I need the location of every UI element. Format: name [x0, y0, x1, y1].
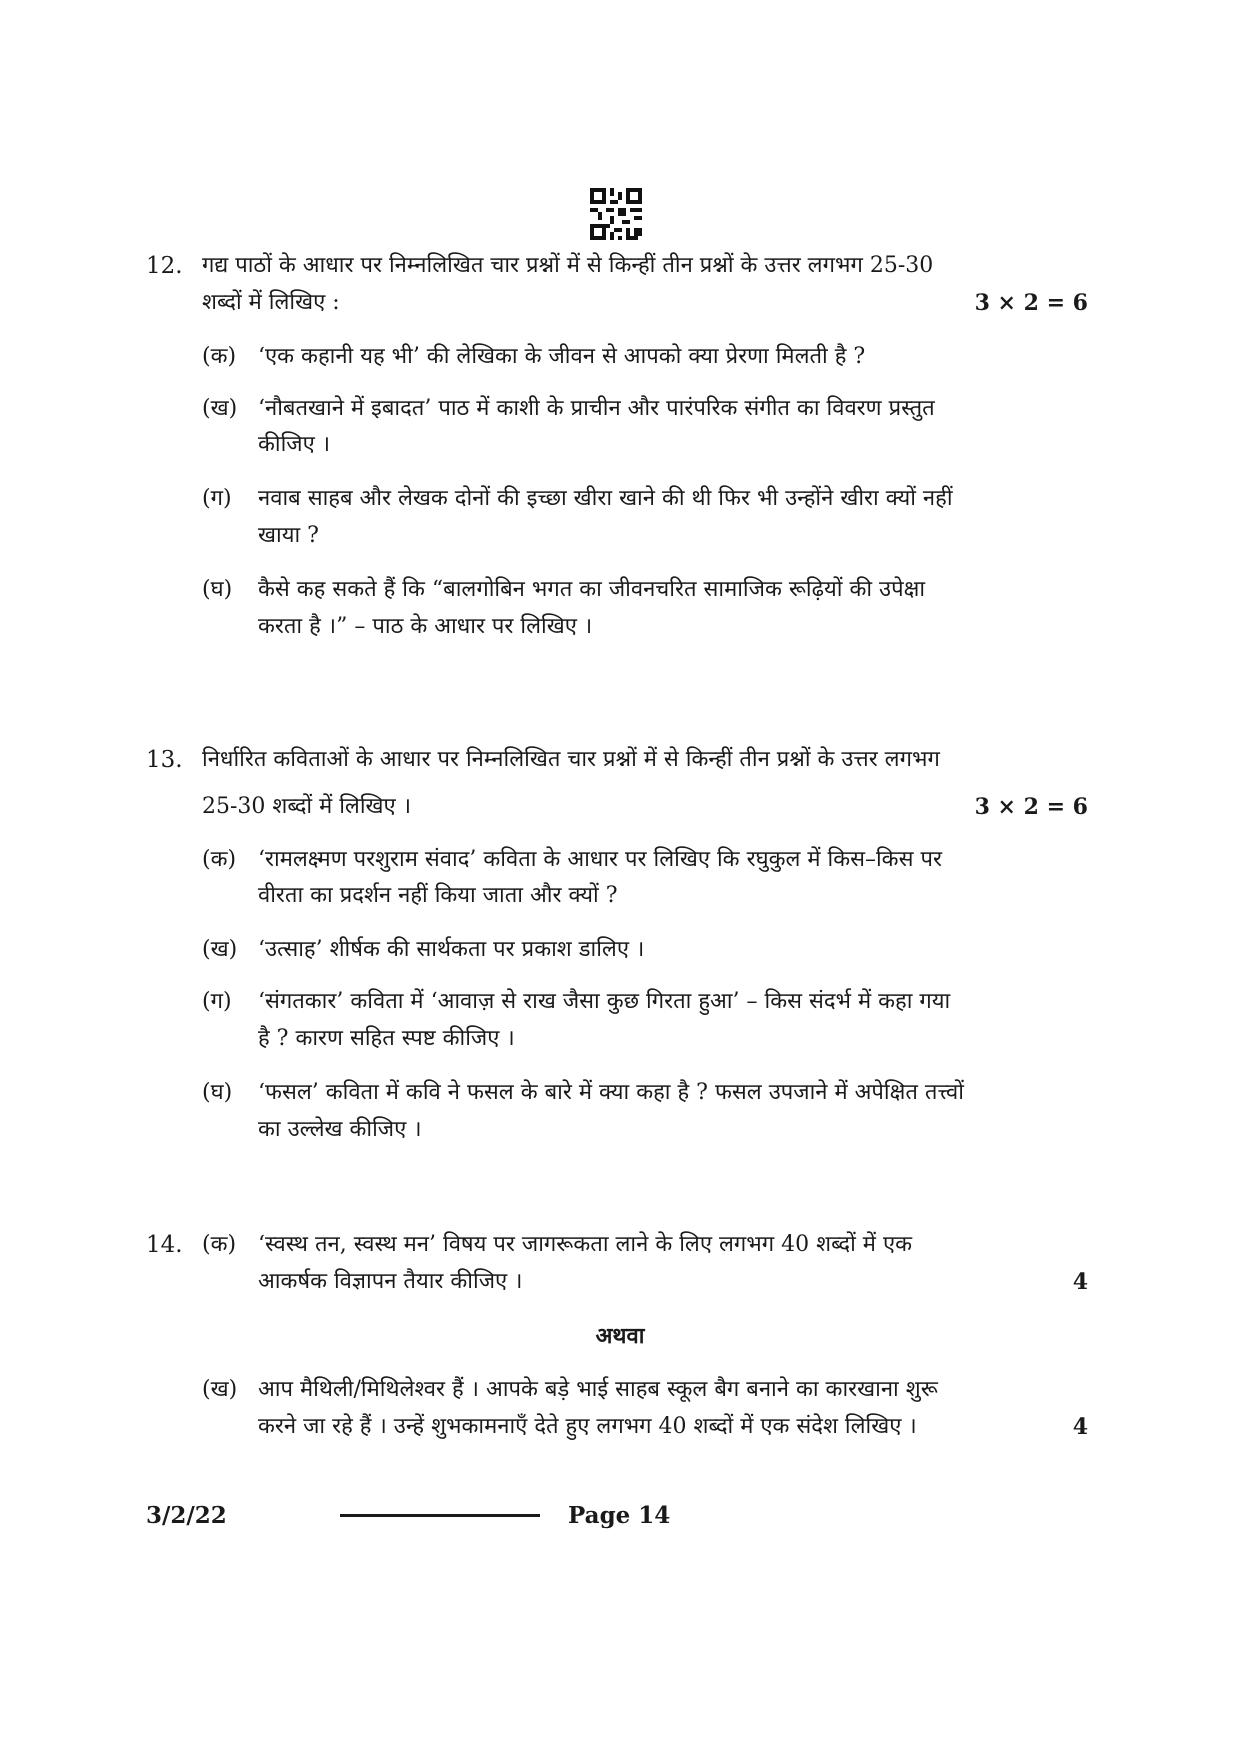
marks-label: 4: [1072, 1414, 1088, 1440]
sub-question-text: आप मैथिली/मिथिलेश्वर हैं । आपके बड़े भाई साहब स्कूल बैग बनाने का कारखाना शुरू: [258, 1377, 938, 1402]
sub-question-text: ‘एक कहानी यह भी’ की लेखिका के जीवन से आपको क्या प्रेरणा मिलती है ?: [258, 344, 866, 369]
marks-label: 3 × 2 = 6: [974, 794, 1088, 820]
sub-question-text: वीरता का प्रदर्शन नहीं किया जाता और क्यों ?: [258, 883, 618, 908]
sub-question-text: करता है ।” – पाठ के आधार पर लिखिए ।: [258, 614, 593, 639]
sub-question-label: (ख): [202, 1377, 238, 1402]
sub-question-label: (क): [202, 1232, 237, 1257]
paper-code: 3/2/22: [146, 1502, 227, 1529]
sub-question-text: ‘स्वस्थ तन, स्वस्थ मन’ विषय पर जागरूकता लाने के लिए लगभग 40 शब्दों में एक: [258, 1232, 913, 1257]
sub-question-label: (घ): [202, 1080, 233, 1105]
sub-question-text: ‘नौबतखाने में इबादत’ पाठ में काशी के प्राचीन और पारंपरिक संगीत का विवरण प्रस्तुत: [258, 396, 935, 421]
sub-question-label: (ग): [202, 989, 232, 1014]
sub-question-text: का उल्लेख कीजिए ।: [258, 1117, 422, 1142]
sub-question-text: कैसे कह सकते हैं कि “बालगोबिन भगत का जीवनचरित सामाजिक रूढ़ियों की उपेक्षा: [258, 577, 926, 602]
question-number: 14.: [146, 1232, 183, 1258]
question-number: 12.: [146, 253, 183, 279]
sub-question-text: ‘फसल’ कविता में कवि ने फसल के बारे में क्या कहा है ? फसल उपजाने में अपेक्षित तत्त्वों: [258, 1080, 964, 1105]
sub-question-text: ‘रामलक्ष्मण परशुराम संवाद’ कविता के आधार पर लिखिए कि रघुकुल में किस–किस पर: [258, 847, 942, 872]
sub-question-label: (ख): [202, 937, 238, 962]
footer-divider: [340, 1514, 540, 1517]
question-text-line: निर्धारित कविताओं के आधार पर निम्नलिखित चार प्रश्नों में से किन्हीं तीन प्रश्नों के उत्तर लगभग: [202, 747, 940, 772]
question-text-line: गद्य पाठों के आधार पर निम्नलिखित चार प्रश्नों में से किन्हीं तीन प्रश्नों के उत्तर लगभग 25-30: [202, 253, 934, 278]
sub-question-label: (क): [202, 847, 237, 872]
sub-question-text: ‘उत्साह’ शीर्षक की सार्थकता पर प्रकाश डालिए ।: [258, 937, 645, 962]
qr-code: [590, 188, 642, 240]
sub-question-label: (घ): [202, 577, 233, 602]
sub-question-text: ‘संगतकार’ कविता में ‘आवाज़ से राख जैसा कुछ गिरता हुआ’ – किस संदर्भ में कहा गया: [258, 989, 951, 1014]
question-text-line: 25-30 शब्दों में लिखिए ।: [202, 794, 412, 819]
question-text-line: शब्दों में लिखिए :: [202, 290, 340, 315]
or-heading: अथवा: [595, 1323, 645, 1349]
sub-question-label: (ख): [202, 396, 238, 421]
sub-question-label: (क): [202, 344, 237, 369]
sub-question-text: खाया ?: [258, 523, 319, 548]
page-number: Page 14: [568, 1502, 671, 1529]
question-number: 13.: [146, 747, 183, 773]
marks-label: 4: [1072, 1269, 1088, 1295]
sub-question-text: नवाब साहब और लेखक दोनों की इच्छा खीरा खाने की थी फिर भी उन्होंने खीरा क्यों नहीं: [258, 486, 953, 511]
sub-question-text: कीजिए ।: [258, 432, 331, 457]
sub-question-text: है ? कारण सहित स्पष्ट कीजिए ।: [258, 1026, 515, 1051]
marks-label: 3 × 2 = 6: [974, 290, 1088, 316]
sub-question-text: आकर्षक विज्ञापन तैयार कीजिए ।: [258, 1269, 523, 1294]
sub-question-label: (ग): [202, 486, 232, 511]
sub-question-text: करने जा रहे हैं । उन्हें शुभकामनाएँ देते हुए लगभग 40 शब्दों में एक संदेश लिखिए ।: [258, 1414, 917, 1439]
